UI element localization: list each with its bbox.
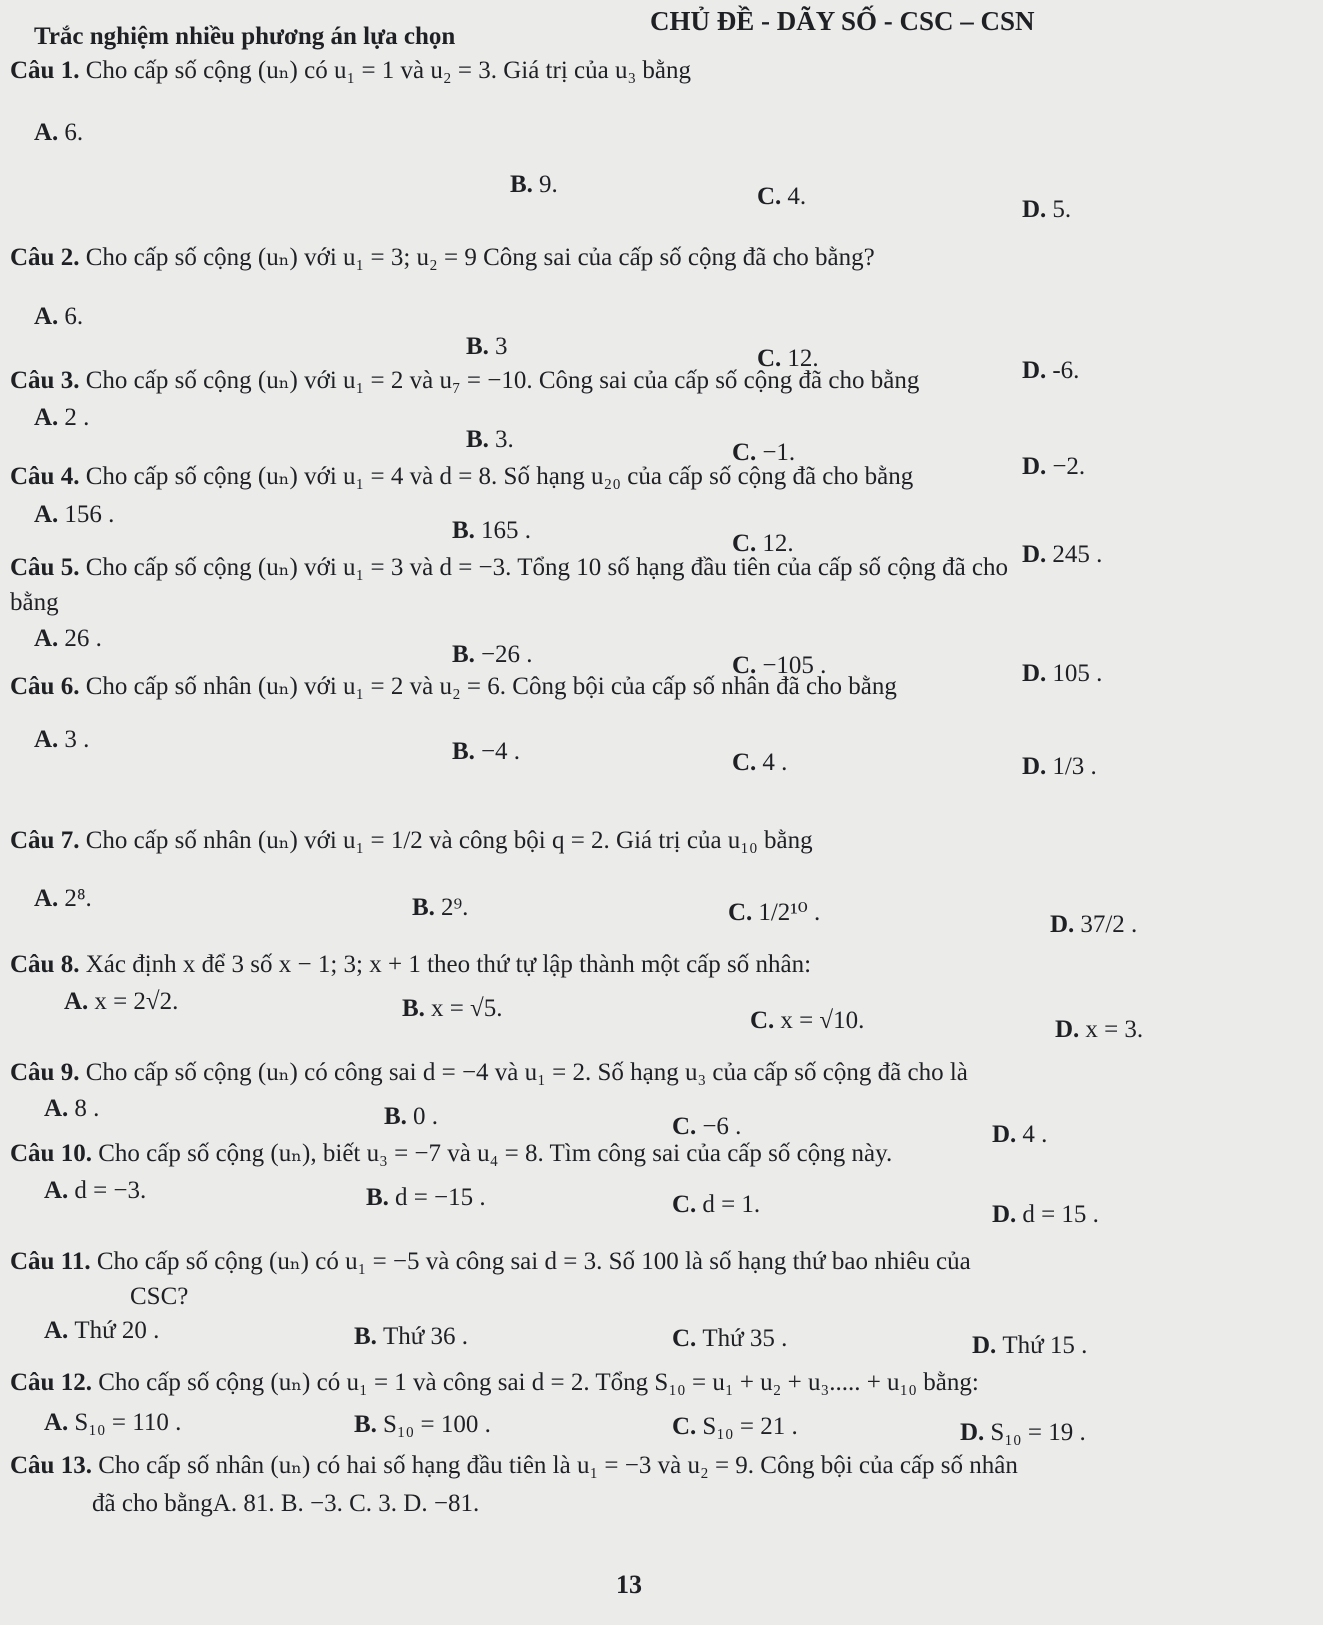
q10-option-a: A. d = −3.: [44, 1177, 147, 1204]
q4-option-c: C. 12.: [732, 530, 794, 557]
question-text: Cho cấp số cộng (uₙ) với u₁ = 2 và u₇ = −10. Công sai của cấp số cộng đã cho bằng: [85, 367, 920, 394]
q8-option-c: C. x = √10.: [750, 1007, 865, 1034]
q10-option-d: D. d = 15 .: [992, 1201, 1099, 1228]
question-2: Câu 2. Cho cấp số cộng (uₙ) với u₁ = 3; u₂ = 9 Công sai của cấp số cộng đã cho bằng?: [10, 244, 875, 271]
question-5-continued: bằng: [10, 589, 59, 616]
question-text: Cho cấp số cộng (uₙ) có u₁ = 1 và u₂ = 3. Giá trị của u₃ bằng: [85, 57, 692, 84]
q7-option-c: C. 1/2¹⁰ .: [728, 899, 821, 926]
question-13-continued: đã cho bằngA. 81. B. −3. C. 3. D. −81.: [92, 1490, 480, 1517]
q5-option-c: C. −105 .: [732, 652, 827, 679]
q10-option-c: C. d = 1.: [672, 1191, 761, 1218]
question-5: Câu 5. Cho cấp số cộng (uₙ) với u₁ = 3 và d = −3. Tổng 10 số hạng đầu tiên của cấp số cộng đã cho: [10, 554, 1009, 581]
q3-option-c: C. −1.: [732, 439, 796, 466]
q8-option-a: A. x = 2√2.: [64, 988, 179, 1015]
q6-option-a: A. 3 .: [34, 726, 90, 753]
question-text: Cho cấp số cộng (uₙ), biết u₃ = −7 và u₄ = 8. Tìm công sai của cấp số cộng này.: [98, 1140, 893, 1167]
q1-option-c: C. 4.: [757, 183, 807, 210]
question-text: Cho cấp số nhân (uₙ) với u₁ = 1/2 và công bội q = 2. Giá trị của u₁₀ bằng: [85, 827, 813, 854]
question-13: Câu 13. Cho cấp số nhân (uₙ) có hai số hạng đầu tiên là u₁ = −3 và u₂ = 9. Công bội của cấp số nhân: [10, 1452, 1018, 1479]
question-text: Xác định x để 3 số x − 1; 3; x + 1 theo thứ tự lập thành một cấp số nhân:: [85, 951, 812, 978]
question-label: Câu 1.: [10, 57, 80, 84]
q7-option-a: A. 2⁸.: [34, 885, 92, 912]
q12-option-b: B. S₁₀ = 100 .: [354, 1411, 491, 1438]
question-text: Cho cấp số cộng (uₙ) có u₁ = 1 và công sai d = 2. Tổng S₁₀ = u₁ + u₂ + u₃..... + u₁₀ bằng:: [98, 1369, 979, 1396]
q9-option-d: D. 4 .: [992, 1121, 1048, 1148]
q11-option-b: B. Thứ 36 .: [354, 1323, 469, 1350]
question-text: Cho cấp số cộng (uₙ) với u₁ = 3 và d = −3. Tổng 10 số hạng đầu tiên của cấp số cộng đã cho: [85, 554, 1009, 581]
q5-option-b: B. −26 .: [452, 641, 533, 668]
q2-option-a: A. 6.: [34, 303, 84, 330]
q8-option-b: B. x = √5.: [402, 995, 503, 1022]
q7-option-b: B. 2⁹.: [412, 894, 469, 921]
question-11-continued: CSC?: [130, 1283, 189, 1310]
q3-option-d: D. −2.: [1022, 453, 1086, 480]
question-10: Câu 10. Cho cấp số cộng (uₙ), biết u₃ = −7 và u₄ = 8. Tìm công sai của cấp số cộng này.: [10, 1140, 893, 1167]
question-11: Câu 11. Cho cấp số cộng (uₙ) có u₁ = −5 và công sai d = 3. Số 100 là số hạng thứ bao nhiêu của: [10, 1248, 971, 1275]
q3-option-a: A. 2 .: [34, 404, 90, 431]
q12-option-a: A. S₁₀ = 110 .: [44, 1409, 182, 1436]
question-text: Cho cấp số cộng (uₙ) có công sai d = −4 và u₁ = 2. Số hạng u₃ của cấp số cộng đã cho là: [85, 1059, 968, 1086]
question-12: Câu 12. Cho cấp số cộng (uₙ) có u₁ = 1 và công sai d = 2. Tổng S₁₀ = u₁ + u₂ + u₃..... + u₁₀ bằng:: [10, 1369, 979, 1396]
q4-option-b: B. 165 .: [452, 517, 531, 544]
question-text: Cho cấp số cộng (uₙ) với u₁ = 4 và d = 8. Số hạng u₂₀ của cấp số cộng đã cho bằng: [85, 463, 914, 490]
q12-option-d: D. S₁₀ = 19 .: [960, 1419, 1086, 1446]
q7-option-d: D. 37/2 .: [1050, 911, 1138, 938]
question-1: [10, 56, 691, 86]
q6-option-b: B. −4 .: [452, 738, 521, 765]
q5-option-d: D. 105 .: [1022, 660, 1103, 687]
question-text: Cho cấp số nhân (uₙ) với u₁ = 2 và u₂ = 6. Công bội của cấp số nhân đã cho bằng: [85, 673, 897, 700]
question-9: Câu 9. Cho cấp số cộng (uₙ) có công sai d = −4 và u₁ = 2. Số hạng u₃ của cấp số cộng đã cho là: [10, 1059, 968, 1086]
q11-option-c: C. Thứ 35 .: [672, 1325, 788, 1352]
q1-option-a: A. 6.: [34, 119, 84, 146]
question-4: Câu 4. Cho cấp số cộng (uₙ) với u₁ = 4 và d = 8. Số hạng u₂₀ của cấp số cộng đã cho bằng: [10, 463, 914, 490]
q3-option-b: B. 3.: [466, 426, 514, 453]
question-text: Cho cấp số cộng (uₙ) với u₁ = 3; u₂ = 9 Công sai của cấp số cộng đã cho bằng?: [85, 244, 875, 271]
q6-option-c: C. 4 .: [732, 749, 788, 776]
q11-option-a: A. Thứ 20 .: [44, 1317, 160, 1344]
q11-option-d: D. Thứ 15 .: [972, 1332, 1088, 1359]
q2-option-d: D. -6.: [1022, 357, 1080, 384]
question-6: Câu 6. Cho cấp số nhân (uₙ) với u₁ = 2 và u₂ = 6. Công bội của cấp số nhân đã cho bằng: [10, 673, 897, 700]
question-3: Câu 3. Cho cấp số cộng (uₙ) với u₁ = 2 và u₇ = −10. Công sai của cấp số cộng đã cho bằng: [10, 367, 920, 394]
q9-option-b: B. 0 .: [384, 1103, 438, 1130]
q9-option-a: A. 8 .: [44, 1095, 100, 1122]
question-text: Cho cấp số nhân (uₙ) có hai số hạng đầu tiên là u₁ = −3 và u₂ = 9. Công bội của cấp số nhân: [98, 1452, 1018, 1479]
question-7: Câu 7. Cho cấp số nhân (uₙ) với u₁ = 1/2 và công bội q = 2. Giá trị của u₁₀ bằng: [10, 827, 813, 854]
q9-option-c: C. −6 .: [672, 1113, 742, 1140]
q2-option-c: C. 12.: [757, 345, 819, 372]
page-number: 13: [616, 1570, 642, 1599]
question-8: Câu 8. Xác định x để 3 số x − 1; 3; x + 1 theo thứ tự lập thành một cấp số nhân:: [10, 951, 812, 978]
q1-option-b: B. 9.: [510, 171, 558, 198]
q2-option-b: B. 3: [466, 333, 508, 360]
q12-option-c: C. S₁₀ = 21 .: [672, 1413, 798, 1440]
section-subtitle: Trắc nghiệm nhiều phương án lựa chọn: [34, 23, 456, 50]
q4-option-d: D. 245 .: [1022, 541, 1103, 568]
q8-option-d: D. x = 3.: [1055, 1016, 1144, 1043]
q1-option-d: D. 5.: [1022, 196, 1072, 223]
q4-option-a: A. 156 .: [34, 501, 115, 528]
q10-option-b: B. d = −15 .: [366, 1184, 486, 1211]
q5-option-a: A. 26 .: [34, 625, 102, 652]
q6-option-d: D. 1/3 .: [1022, 753, 1097, 780]
question-text: Cho cấp số cộng (uₙ) có u₁ = −5 và công sai d = 3. Số 100 là số hạng thứ bao nhiêu của: [96, 1248, 971, 1275]
page-title: CHỦ ĐỀ - DÃY SỐ - CSC – CSN: [650, 6, 1035, 36]
